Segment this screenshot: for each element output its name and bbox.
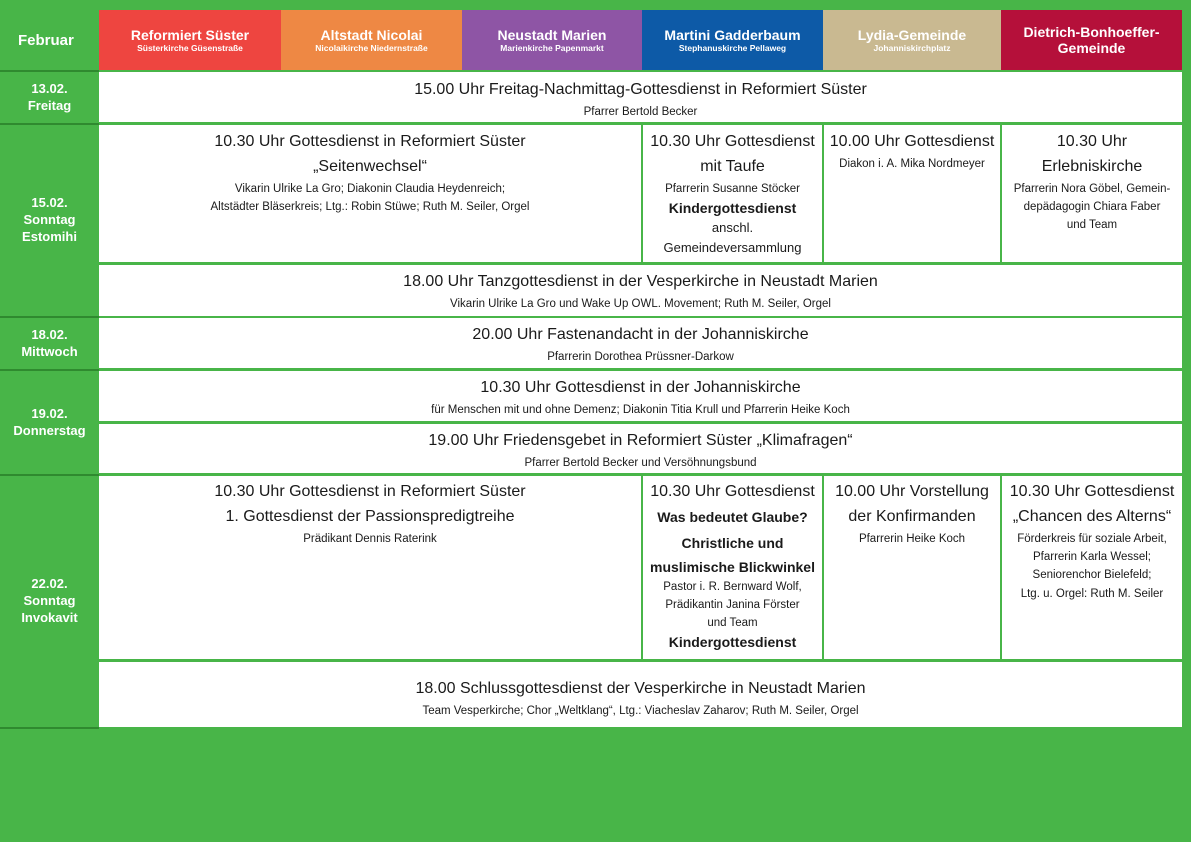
event-detail: für Menschen mit und ohne Demenz; Diakonin Titia Krull und Pfarrerin Heike Koch [431,403,850,416]
event-detail: Pfarrer Bertold Becker [583,105,698,118]
row-divider [0,727,99,729]
event-detail: Vikarin Ulrike La Gro und Wake Up OWL. Movement; Ruth M. Seiler, Orgel [450,297,831,310]
church-header-lydia-gemeinde [823,10,1001,70]
event-detail: Seniorenchor Bielefeld; [1032,569,1152,582]
day-weekday: Freitag [27,97,72,113]
event-cell [99,318,1182,368]
event-detail: Ltg. u. Orgel: Ruth M. Seiler [1020,587,1164,600]
day-date: 22.02. [31,576,68,592]
event-detail: Diakon i. A. Mika Nordmeyer [839,157,985,170]
event-subtitle: Christliche und [681,534,784,551]
event-title: 10.00 Uhr Gottesdienst [829,133,995,150]
event-title: 19.00 Uhr Friedensgebet in Reformiert Süster „Klimafragen“ [428,432,853,449]
event-detail: anschl. [711,220,754,236]
church-header-altstadt-nicolai [281,10,462,70]
month-label: Februar [18,31,74,49]
day-label-19-02 [0,371,99,474]
day-weekday: Sonntag [23,212,76,228]
event-subtitle: muslimische Blickwinkel [650,558,815,575]
event-cell [643,476,822,659]
event-title: 1. Gottesdienst der Passionspredigtreihe [225,507,515,525]
event-detail: Pfarrerin Susanne Stöcker [665,182,800,195]
event-title: 20.00 Uhr Fastenandacht in der Johanniskirche [472,326,809,343]
event-cell [99,476,641,659]
church-name: Reformiert Süster [130,26,250,43]
event-title: 10.30 Uhr Gottesdienst [650,483,815,500]
church-name: Lydia-Gemeinde [857,26,967,43]
event-detail: Pfarrerin Karla Wessel; [1032,550,1152,563]
event-cell [99,662,1182,727]
day-weekday: Donnerstag [13,422,86,438]
event-title: der Konfirmanden [848,507,976,525]
event-cell [99,125,641,262]
event-title: 10.30 Uhr Gottesdienst [1009,483,1175,500]
day-weekday: Sonntag [23,593,76,609]
church-location: Nicolaikirche Niedernstraße [315,42,428,53]
event-detail: Team Vesperkirche; Chor „Weltklang“, Ltg.: Viacheslav Zaharov; Ruth M. Seiler, Orgel [422,704,859,717]
event-cell [824,125,1000,262]
event-detail: Pfarrerin Heike Koch [858,532,966,545]
event-title: 10.30 Uhr Gottesdienst in Reformiert Süster [214,483,526,500]
event-cell [1002,476,1182,659]
event-title: 15.00 Uhr Freitag-Nachmittag-Gottesdienst in Reformiert Süster [414,81,867,98]
day-label-22-02 [0,476,99,727]
church-name: Neustadt Marien [497,26,607,43]
event-cell [1002,125,1182,262]
event-title: „Chancen des Alterns“ [1012,507,1172,525]
day-date: 13.02. [31,80,68,96]
event-detail: Pastor i. R. Bernward Wolf, [663,580,802,593]
event-detail: und Team [1066,219,1118,232]
church-header-martini-gadderbaum [642,10,823,70]
event-cell [643,125,822,262]
church-location: Süsterkirche Güsenstraße [137,42,243,53]
event-highlight: Kindergottesdienst [668,199,797,216]
day-name: Estomihi [22,228,77,244]
event-detail: Pfarrerin Nora Göbel, Gemein- [1013,182,1171,195]
event-title: 10.30 Uhr Gottesdienst [650,133,815,150]
event-detail: Altstädter Bläserkreis; Ltg.: Robin Stüwe; Ruth M. Seiler, Orgel [210,200,530,213]
day-label-15-02 [0,125,99,316]
event-title: 18.00 Schlussgottesdienst der Vesperkirche in Neustadt Marien [415,680,866,697]
event-title: 10.30 Uhr Gottesdienst in der Johanniskirche [480,379,801,396]
event-highlight: Kindergottesdienst [668,633,797,650]
event-title: mit Taufe [700,157,765,175]
event-detail: Vikarin Ulrike La Gro; Diakonin Claudia Heydenreich; [234,182,506,195]
day-label-18-02 [0,318,99,369]
day-date: 19.02. [31,405,68,421]
church-header-reformiert-suester [99,10,281,70]
event-subtitle: Was bedeutet Glaube? [657,508,808,525]
event-title: 10.00 Uhr Vorstellung [835,483,989,500]
event-title: Erlebniskirche [1041,157,1143,175]
event-cell [99,371,1182,421]
event-cell [824,476,1000,659]
event-detail: Pfarrerin Dorothea Prüssner-Darkow [547,350,734,363]
day-name: Invokavit [21,609,78,625]
church-location: Johanniskirchplatz [873,42,951,53]
event-detail: Prädikant Dennis Raterink [303,532,437,545]
church-header-dietrich-bonhoeffer [1001,10,1182,70]
church-header-neustadt-marien [462,10,642,70]
church-name: Altstadt Nicolai [320,26,423,43]
event-cell [99,265,1182,316]
event-title: „Seitenwechsel“ [313,157,427,175]
event-detail: Pfarrer Bertold Becker und Versöhnungsbund [524,456,757,469]
event-detail: depädagogin Chiara Faber [1023,200,1161,213]
event-title: 10.30 Uhr [1056,133,1128,150]
church-location: Marienkirche Papenmarkt [500,42,604,53]
event-detail: und Team [707,617,758,630]
day-weekday: Mittwoch [21,343,78,359]
event-detail: Gemeindeversammlung [663,239,802,255]
church-name: Martini Gadderbaum [664,26,801,43]
day-date: 18.02. [31,326,68,342]
day-label-13-02 [0,72,99,123]
church-location: Stephanuskirche Pellaweg [678,42,787,53]
event-cell [99,424,1182,473]
event-cell [99,72,1182,122]
church-name: Dietrich-Bonhoeffer-Gemeinde [1023,23,1160,56]
event-title: 18.00 Uhr Tanzgottesdienst in der Vesperkirche in Neustadt Marien [403,273,878,290]
event-detail: Förderkreis für soziale Arbeit, [1017,532,1167,545]
event-detail: Prädikantin Janina Förster [665,598,800,611]
event-title: 10.30 Uhr Gottesdienst in Reformiert Süster [214,133,526,150]
day-date: 15.02. [31,195,68,211]
